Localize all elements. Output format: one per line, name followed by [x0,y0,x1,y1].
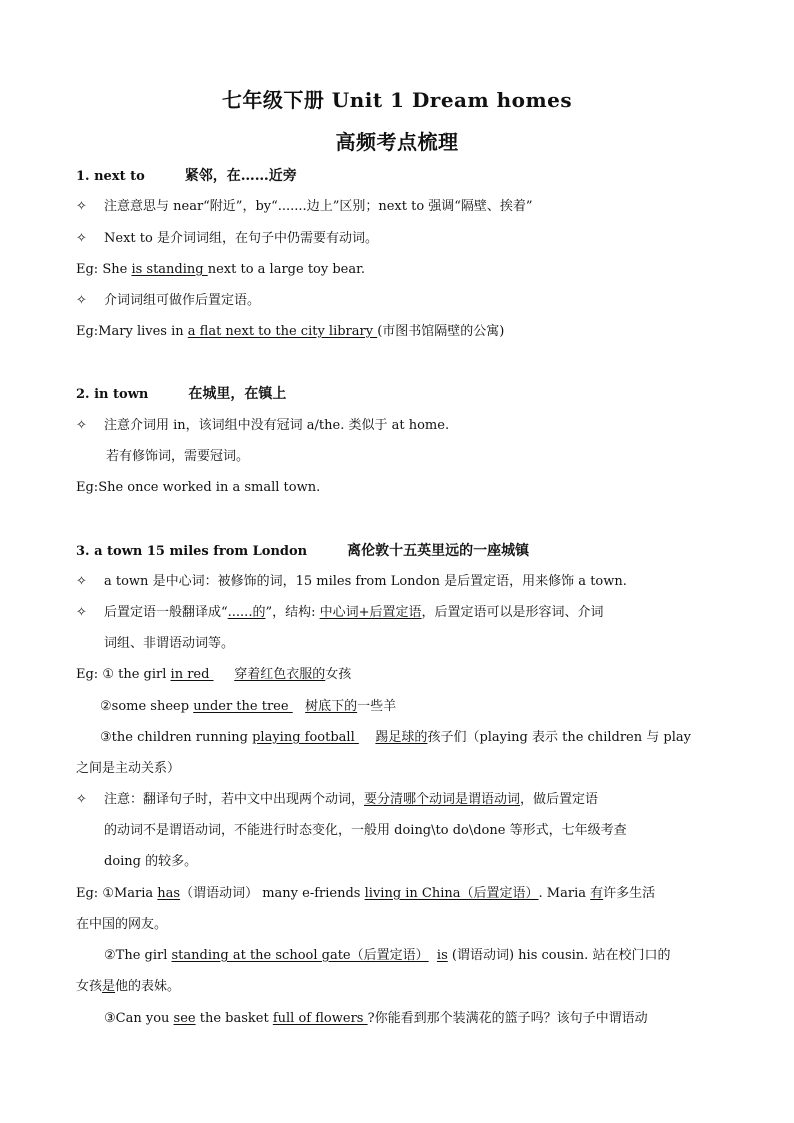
section-1-heading [76,166,297,187]
section-3-example-3: ③the children running playing football 踢足球的孩子们（playing 表示 the children 与 play [100,730,691,745]
section-3-sentence-3: ③Can you see the basket full of flowers ?你能看到那个装满花的篮子吗？该句子中谓语动 [104,1011,648,1026]
section-3-sentence-1: Eg: ①Maria has（谓语动词） many e-friends living in China（后置定语）. Maria 有许多生活 [76,886,656,901]
section-2-note-1: ✧ 注意介词用 in，该词组中没有冠词 a/the. 类似于 at home. [76,416,449,436]
document-title: 七年级下册 Unit 1 Dream homes [221,88,573,112]
section-3-note-2-continued: 词组、非谓语动词等。 [104,636,235,651]
document-subtitle: 高频考点梳理 [335,130,459,154]
section-3-note-2: ✧ 后置定语一般翻译成“......的”，结构: 中心词+后置定语，后置定语可以是形容词、介词 [76,603,604,623]
section-2-meaning: 在城里，在镇上 [188,386,287,402]
section-3-note-3-continued-2: doing 的较多。 [104,854,198,869]
section-1-note-2: ✧ Next to 是介词词组，在句子中仍需要有动词。 [76,229,378,249]
diamond-bullet-icon: ✧ [76,605,87,620]
section-1-note-3: ✧ 介词词组可做作后置定语。 [76,291,260,311]
diamond-bullet-icon: ✧ [76,418,87,433]
section-3-note-3: ✧ 注意：翻译句子时，若中文中出现两个动词，要分清哪个动词是谓语动词，做后置定语 [76,790,598,810]
section-2-example: Eg:She once worked in a small town. [76,480,321,495]
diamond-bullet-icon: ✧ [76,792,87,807]
section-3-heading [76,541,529,562]
section-1-note-1: ✧ 注意意思与 near“附近”，by“.......边上”区别；next to 强调“隔壁、挨着” [76,197,533,217]
section-3-sentence-2-continued: 女孩是他的表妹。 [76,979,181,994]
section-3-meaning: 离伦敦十五英里远的一座城镇 [347,543,530,559]
section-2-term: 2. in town [76,387,149,402]
diamond-bullet-icon: ✧ [76,199,87,214]
section-3-note-3-continued-1: 的动词不是谓语动词，不能进行时态变化，一般用 doing\to do\done 等形式，七年级考查 [104,823,627,838]
section-2-note-1-continued: 若有修饰词，需要冠词。 [106,449,250,464]
section-3-term: 3. a town 15 miles from London [76,544,308,559]
section-3-example-1: Eg: ① the girl in red 穿着红色衣服的女孩 [76,667,352,682]
section-1-example-1: Eg: She is standing next to a large toy bear. [76,262,366,277]
section-3-sentence-2: ②The girl standing at the school gate（后置定语） is (谓语动词) his cousin. 站在校门口的 [104,948,671,963]
section-1-meaning: 紧邻，在……近旁 [184,168,297,184]
section-3-sentence-1-continued: 在中国的网友。 [76,917,168,932]
section-3-note-1: ✧ a town 是中心词：被修饰的词，15 miles from London 是后置定语，用来修饰 a town. [76,572,627,592]
section-3-example-3-continued: 之间是主动关系） [76,761,181,776]
diamond-bullet-icon: ✧ [76,293,87,308]
section-1-example-2: Eg:Mary lives in a flat next to the city library (市图书馆隔壁的公寓) [76,324,505,339]
diamond-bullet-icon: ✧ [76,574,87,589]
section-3-example-2: ②some sheep under the tree 树底下的一些羊 [100,699,397,714]
section-1-term: 1. next to [76,169,145,184]
section-2-heading [76,384,286,405]
diamond-bullet-icon: ✧ [76,231,87,246]
